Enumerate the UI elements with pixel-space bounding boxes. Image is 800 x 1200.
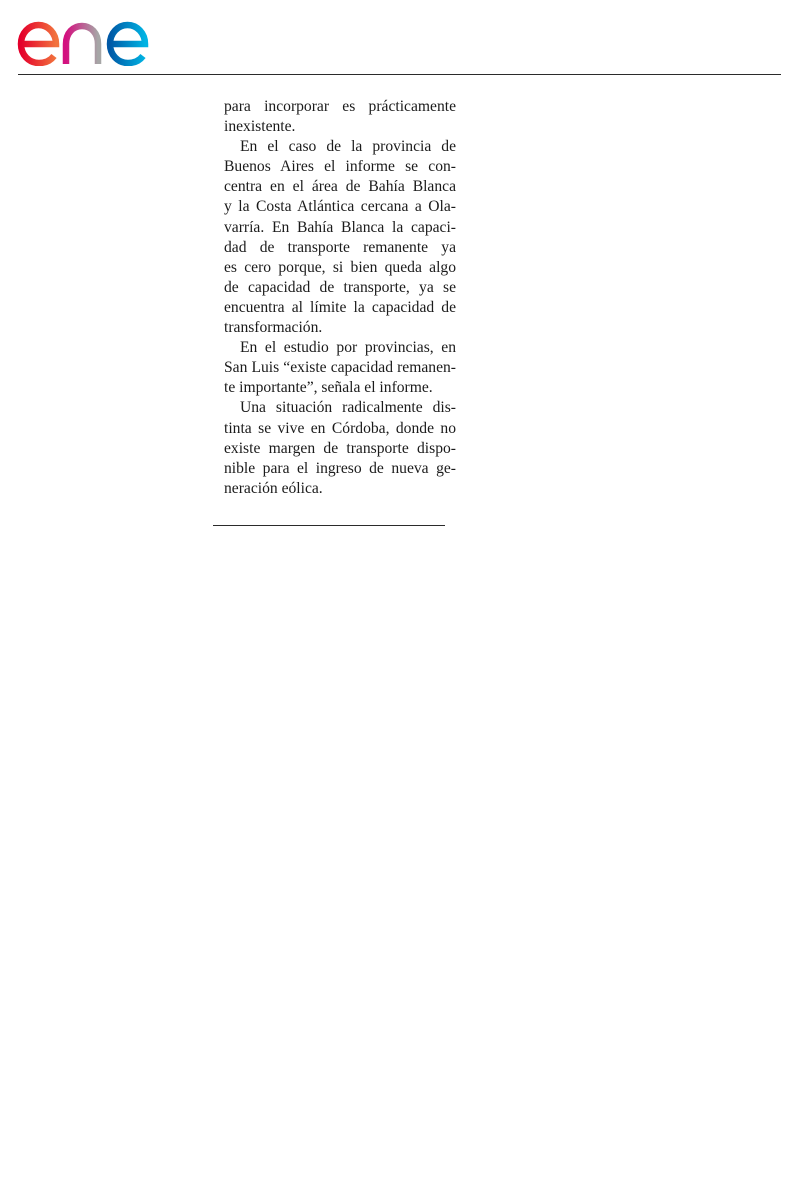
article-line: centra en el área de Bahía Blanca bbox=[224, 178, 456, 196]
logo-letter-e1 bbox=[21, 25, 56, 63]
article-line: Buenos Aires el informe se con- bbox=[224, 158, 456, 176]
enel-logo bbox=[16, 6, 180, 66]
article-line: encuentra al límite la capacidad de bbox=[224, 298, 456, 316]
article-line: existe margen de transporte dispo- bbox=[224, 439, 456, 457]
article-line: neración eólica. bbox=[224, 479, 323, 497]
article-line: varría. En Bahía Blanca la capaci- bbox=[224, 218, 456, 236]
article-line: para incorporar es prácticamente bbox=[224, 98, 456, 115]
logo-letter-e2 bbox=[110, 25, 145, 63]
article-line: transformación. bbox=[224, 319, 323, 337]
article-line: San Luis “existe capacidad remanen- bbox=[224, 359, 456, 377]
article-line: de capacidad de transporte, ya se bbox=[224, 278, 456, 296]
article-line: inexistente. bbox=[224, 118, 296, 136]
article-end-divider bbox=[213, 525, 445, 526]
article-line: En el estudio por provincias, en bbox=[240, 339, 456, 357]
page-header bbox=[0, 0, 800, 76]
header-divider bbox=[18, 74, 781, 75]
article-line: y la Costa Atlántica cercana a Ola- bbox=[224, 198, 456, 216]
article-line: nible para el ingreso de nueva ge- bbox=[224, 459, 456, 477]
article-line: tinta se vive en Córdoba, donde no bbox=[224, 419, 456, 437]
article-line: dad de transporte remanente ya bbox=[224, 238, 456, 256]
article-line: En el caso de la provincia de bbox=[240, 138, 456, 156]
logo-letter-n bbox=[66, 26, 98, 64]
article-line: es cero porque, si bien queda algo bbox=[224, 258, 456, 276]
article-column bbox=[224, 97, 456, 499]
article-line: Una situación radicalmente dis- bbox=[240, 399, 456, 417]
article-line: te importante”, señala el informe. bbox=[224, 379, 433, 397]
